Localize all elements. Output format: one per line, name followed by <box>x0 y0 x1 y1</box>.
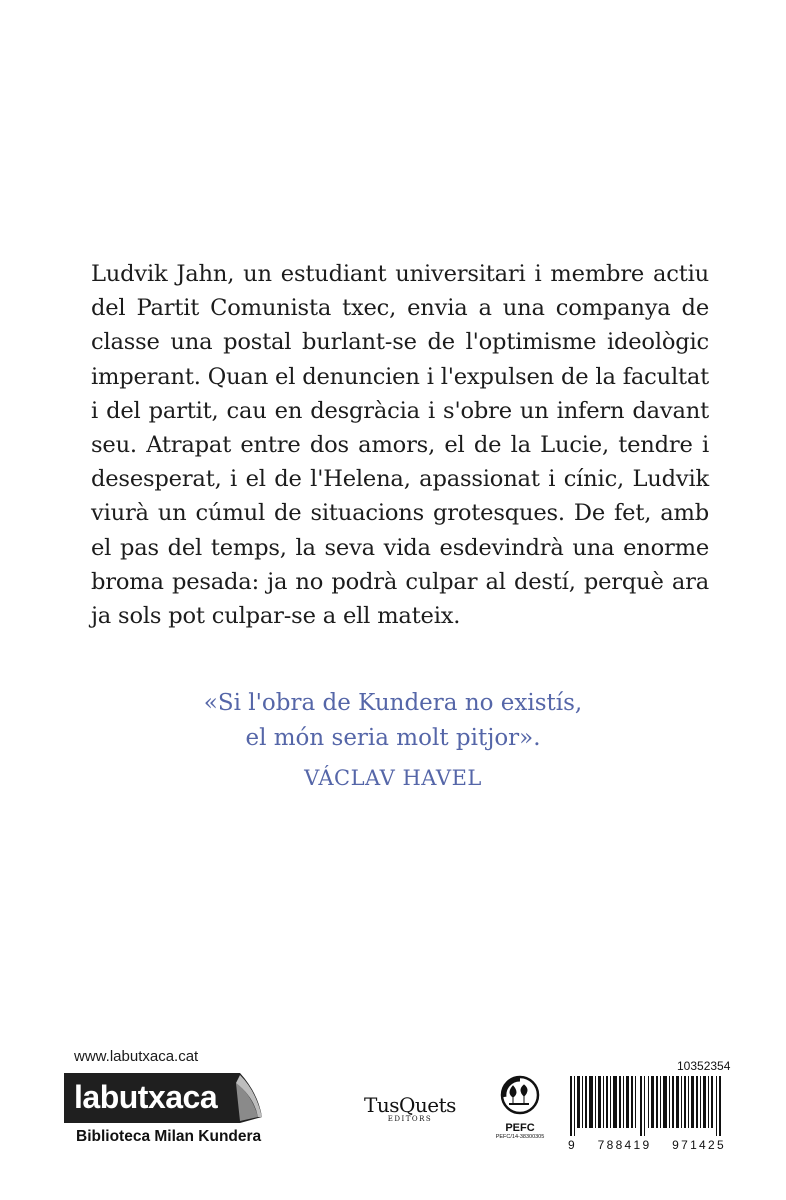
quote-line-1: «Si l'obra de Kundera no existís, <box>203 690 583 716</box>
labutxaca-logo <box>64 1073 240 1123</box>
quote-line-2: el món seria molt pitjor». <box>245 725 541 751</box>
pefc-code: PEFC/14-38300305 <box>495 1134 545 1140</box>
logo-text: labutxaca <box>74 1079 218 1115</box>
blurb-line: imperant. Quan el denuncien i l'expulsen de la facultat <box>91 363 709 390</box>
blurb-line: seu. Atrapat entre dos amors, el de la Lucie, tendre i <box>91 432 709 459</box>
blurb-line: broma pesada: ja no podrà culpar al destí, perquè ara <box>91 568 709 595</box>
publisher-url[interactable]: www.labutxaca.cat <box>74 1048 199 1065</box>
isbn-digit-group: 9 <box>568 1138 577 1152</box>
blurb-line: viurà un cúmul de situacions grotesques. De fet, amb <box>91 500 709 527</box>
pull-quote <box>0 686 786 790</box>
back-cover-blurb <box>91 257 709 633</box>
isbn-digits <box>568 1138 726 1152</box>
imprint-sub: EDITORS <box>387 1115 433 1123</box>
isbn-digit-group: 971425 <box>672 1138 726 1152</box>
blurb-line: ja sols pot culpar-se a ell mateix. <box>91 603 461 630</box>
blurb-line: i del partit, cau en desgràcia i s'obre un infern davant <box>91 397 709 424</box>
blurb-line: Ludvik Jahn, un estudiant universitari i membre actiu <box>91 261 709 287</box>
pefc-tree-icon <box>500 1075 540 1115</box>
pefc-label: PEFC <box>505 1122 535 1134</box>
blurb-line: el pas del temps, la seva vida esdevindrà una enorme <box>91 534 709 561</box>
imprint-name: TusQuets <box>364 1093 456 1117</box>
blurb-line: classe una postal burlant-se de l'optimisme ideològic <box>91 329 709 356</box>
barcode-icon <box>570 1076 722 1136</box>
tusquets-logo <box>358 1093 462 1123</box>
product-code: 10352354 <box>677 1059 731 1073</box>
page-curl-icon <box>218 1073 264 1123</box>
pefc-certification <box>491 1075 549 1140</box>
series-title: Biblioteca Milan Kundera <box>76 1128 262 1145</box>
blurb-line: del Partit Comunista txec, envia a una companya de <box>91 295 709 322</box>
blurb-line: desesperat, i el de l'Helena, apassionat i cínic, Ludvik <box>91 466 709 493</box>
quote-author: VÁCLAV HAVEL <box>304 766 482 790</box>
isbn-digit-group: 788419 <box>597 1138 652 1152</box>
